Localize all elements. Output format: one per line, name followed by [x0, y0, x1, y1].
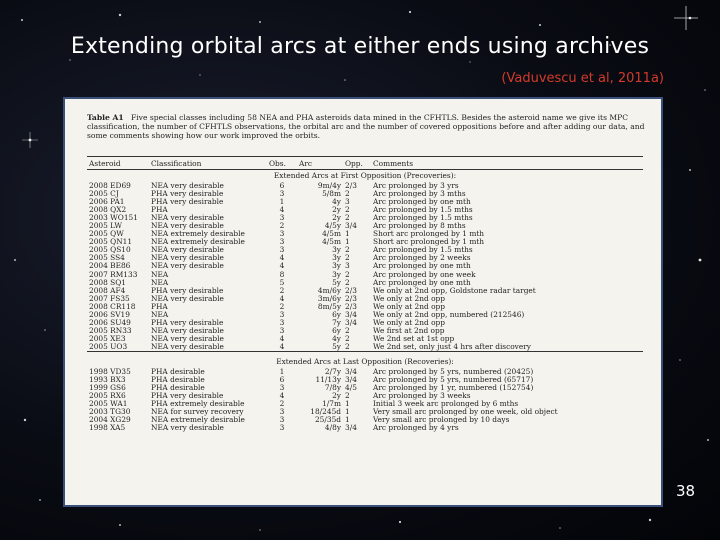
table-cell: Arc prolonged by 1.5 mths: [373, 213, 473, 223]
table-cell: Arc prolonged by one week: [373, 269, 476, 279]
column-header: Arc: [297, 157, 343, 170]
table-cell: 2006 PA1: [89, 197, 125, 207]
column-header: Comments: [371, 157, 643, 170]
table-row: [87, 198, 643, 206]
table-cell: 8m/5y: [317, 301, 341, 311]
table-cell: NEA: [151, 277, 169, 287]
table-cell: 3: [279, 229, 285, 239]
table-cell: 4/5y: [324, 221, 341, 231]
table-cell: PHA desirable: [151, 383, 205, 393]
table-cell: 4y: [332, 333, 341, 343]
table-cell: 4: [279, 341, 285, 351]
table-cell: Arc prolonged by one mth: [373, 197, 471, 207]
table-cell: 3y: [332, 245, 341, 255]
table-cell: 1999 GS6: [89, 383, 126, 393]
table-cell: 2: [345, 269, 350, 279]
table-cell: Initial 3 week arc prolonged by 6 mths: [373, 399, 519, 409]
table-cell: 7/8y: [324, 383, 341, 393]
table-cell: 2: [279, 301, 285, 311]
table-cell: 4/5m: [322, 229, 341, 239]
table-row: [87, 262, 643, 270]
table-cell: 1: [345, 407, 350, 417]
table-cell: NEA extremely desirable: [151, 229, 245, 239]
table-cell: 4/5m: [322, 237, 341, 247]
table-cell: 3: [345, 261, 350, 271]
table-cell: 3/4: [345, 309, 357, 319]
table-cell: PHA: [151, 301, 168, 311]
table-cell: 2: [345, 391, 350, 401]
table-cell: 2y: [332, 391, 341, 401]
table-cell: 2005 QW: [89, 229, 124, 239]
table-cell: 4/5: [345, 383, 357, 393]
table-cell: 2003 TG30: [89, 407, 131, 417]
table-cell: NEA very desirable: [151, 245, 224, 255]
table-cell: 2005 SS4: [89, 253, 125, 263]
table-cell: 5/8m: [322, 189, 341, 199]
table-cell: 2005 LW: [89, 221, 123, 231]
table-cell: 3m/6y: [317, 293, 341, 303]
caption-label: Table A1: [87, 113, 124, 122]
table-cell: 3: [279, 317, 285, 327]
table-cell: 2: [345, 205, 350, 215]
table-cell: 3: [345, 197, 350, 207]
table-cell: 3: [279, 213, 285, 223]
section-title: Extended Arcs at Last Opposition (Recoveries):: [276, 356, 454, 366]
table-cell: 2: [345, 213, 350, 223]
table-cell: 3: [279, 309, 285, 319]
table-cell: 3/4: [345, 221, 357, 231]
table-cell: 3: [279, 237, 285, 247]
table-cell: We only at 2nd opp, Goldstone radar target: [373, 285, 536, 295]
table-cell: 3/4: [345, 317, 357, 327]
table-cell: 2008 ED69: [89, 181, 131, 191]
table-cell: 5y: [332, 341, 341, 351]
table-cell: 6y: [332, 325, 341, 335]
column-header: Obs.: [267, 157, 297, 170]
caption-text: Five special classes including 58 NEA and PHA asteroids data mined in the CFHTLS. Besides the asteroid name we give its MPC classification, the number of CFHTLS observations, the orbital arc and the number of covered oppositions before and after adding our data, and some comments showing how our work improved the orbits.: [87, 113, 645, 140]
table-cell: PHA extremely desirable: [151, 399, 245, 409]
table-cell: 2y: [332, 205, 341, 215]
table-cell: 2008 AF4: [89, 285, 126, 295]
table-caption: [87, 113, 647, 140]
table-cell: NEA very desirable: [151, 181, 224, 191]
table-cell: 1: [345, 415, 350, 425]
table-cell: Arc prolonged by 5 yrs, numbered (20425): [373, 367, 534, 376]
table-cell: 2: [345, 245, 350, 255]
table-cell: 3: [279, 189, 285, 199]
table-cell: 2: [345, 189, 350, 199]
table-cell: We first at 2nd opp: [373, 325, 445, 335]
table-cell: 3: [279, 245, 285, 255]
table-cell: Arc prolonged by 1.5 mths: [373, 205, 473, 215]
table-cell: We 2nd set, only just 4 hrs after discovery: [373, 341, 531, 351]
table-cell: NEA very desirable: [151, 293, 224, 303]
table-cell: 2003 WO151: [89, 213, 138, 223]
table-cell: 6: [279, 181, 285, 191]
table-cell: NEA very desirable: [151, 221, 224, 231]
table-cell: We only at 2nd opp, numbered (212546): [373, 309, 525, 319]
table-cell: PHA very desirable: [151, 197, 224, 207]
table-cell: 1: [279, 197, 285, 207]
table-cell: Arc prolonged by 3 yrs: [373, 181, 459, 191]
table-cell: 3: [279, 407, 285, 417]
table-cell: 2008 CR118: [89, 301, 136, 311]
table-cell: 2005 CJ: [89, 189, 119, 199]
table-cell: 6y: [332, 309, 341, 319]
table-cell: 2: [345, 341, 350, 351]
table-cell: 2006 SU49: [89, 317, 131, 327]
table-cell: PHA desirable: [151, 375, 205, 385]
table-cell: PHA desirable: [151, 367, 205, 376]
table-cell: NEA very desirable: [151, 341, 224, 351]
table-cell: 2/3: [345, 181, 357, 191]
table-cell: PHA very desirable: [151, 391, 224, 401]
table-cell: 25/35d: [314, 415, 341, 425]
table-cell: NEA very desirable: [151, 253, 224, 263]
table-cell: PHA very desirable: [151, 189, 224, 199]
table-scan: [63, 97, 663, 507]
table-cell: 2004 XG29: [89, 415, 131, 425]
table-cell: 5y: [332, 277, 341, 287]
table-cell: 2005 QN11: [89, 237, 133, 247]
table-cell: 2006 SV19: [89, 309, 130, 319]
table-cell: 5: [279, 277, 285, 287]
table-cell: 1998 XA5: [89, 423, 126, 433]
table-cell: 2005 UO3: [89, 341, 128, 351]
table-cell: 4: [279, 261, 285, 271]
table-row: [87, 303, 643, 311]
table-cell: We 2nd set at 1st opp: [373, 333, 455, 343]
table-cell: Arc prolonged by 5 yrs, numbered (65717): [373, 375, 534, 385]
table-cell: 2007 RM133: [89, 269, 138, 279]
table-cell: 4y: [332, 197, 341, 207]
table-cell: 4: [279, 333, 285, 343]
table-cell: NEA very desirable: [151, 325, 224, 335]
table-cell: 2005 RN33: [89, 325, 132, 335]
table-cell: 2004 BE86: [89, 261, 131, 271]
table-cell: Arc prolonged by one mth: [373, 261, 471, 271]
table-cell: 2/3: [345, 285, 357, 295]
table-cell: 2/3: [345, 301, 357, 311]
table-cell: 2/7y: [324, 367, 341, 376]
table-cell: 2: [279, 221, 285, 231]
table-cell: NEA very desirable: [151, 423, 224, 433]
table-cell: 2005 RX6: [89, 391, 126, 401]
table-cell: We only at 2nd opp: [373, 317, 445, 327]
table-cell: 1: [279, 367, 285, 376]
table-cell: 3y: [332, 261, 341, 271]
table-row: [87, 295, 643, 303]
table-cell: 2: [345, 333, 350, 343]
table-cell: 2005 WA1: [89, 399, 128, 409]
table-row: [87, 424, 643, 432]
table-cell: 3/4: [345, 423, 357, 433]
asteroid-table: [87, 156, 643, 432]
table-header-row: [87, 157, 643, 170]
table-cell: Arc prolonged by one mth: [373, 277, 471, 287]
table-cell: 1: [345, 237, 350, 247]
page-number: 38: [676, 482, 696, 500]
table-cell: 1: [345, 229, 350, 239]
table-cell: 7y: [332, 317, 341, 327]
table-cell: NEA: [151, 309, 169, 319]
table-row: [87, 343, 643, 352]
table-body: [87, 170, 643, 433]
table-cell: 3: [279, 423, 285, 433]
table-cell: 1/7m: [322, 399, 341, 409]
slide-title: Extending orbital arcs at either ends using archives: [70, 34, 650, 59]
table-cell: Arc prolonged by 4 yrs: [373, 423, 459, 433]
table-cell: PHA: [151, 205, 168, 215]
table-cell: PHA very desirable: [151, 285, 224, 295]
table-cell: 18/245d: [310, 407, 341, 417]
citation-credit: (Vaduvescu et al, 2011a): [501, 71, 664, 86]
table-cell: 1998 VD35: [89, 367, 131, 376]
table-cell: 3: [279, 325, 285, 335]
table-cell: PHA very desirable: [151, 317, 224, 327]
table-cell: 2y: [332, 213, 341, 223]
table-cell: 4: [279, 205, 285, 215]
table-cell: 2005 XE3: [89, 333, 126, 343]
table-cell: 11/13y: [315, 375, 341, 385]
table-cell: 4: [279, 293, 285, 303]
table-cell: 3y: [332, 253, 341, 263]
table-cell: 1993 BX3: [89, 375, 126, 385]
table-cell: Arc prolonged by 3 weeks: [373, 391, 471, 401]
table-cell: 2008 QX2: [89, 205, 127, 215]
table-cell: NEA extremely desirable: [151, 415, 245, 425]
table-cell: 3y: [332, 269, 341, 279]
table-cell: 6: [279, 375, 285, 385]
table-cell: Arc prolonged by 1.5 mths: [373, 245, 473, 255]
table-cell: 8: [279, 269, 285, 279]
table-cell: 3: [279, 415, 285, 425]
table-cell: 4/8y: [324, 423, 341, 433]
table-cell: 3: [279, 383, 285, 393]
table-cell: 2: [279, 285, 285, 295]
table-cell: 2005 QS10: [89, 245, 131, 255]
table-cell: 2: [345, 325, 350, 335]
column-header: Asteroid: [87, 157, 149, 170]
column-header: Opp.: [343, 157, 371, 170]
table-cell: 4: [279, 391, 285, 401]
table-cell: 9m/4y: [317, 181, 341, 191]
table-cell: Very small arc prolonged by 10 days: [373, 415, 510, 425]
table-cell: 2/3: [345, 293, 357, 303]
table-cell: NEA: [151, 269, 169, 279]
table-cell: Arc prolonged by 2 weeks: [373, 253, 471, 263]
table-cell: We only at 2nd opp: [373, 293, 445, 303]
table-cell: 2008 SQ1: [89, 277, 126, 287]
table-cell: 3/4: [345, 375, 357, 385]
table-cell: 4m/6y: [317, 285, 341, 295]
table-cell: 2: [345, 253, 350, 263]
section-title: Extended Arcs at First Opposition (Precoveries):: [273, 171, 457, 180]
column-header: Classification: [149, 157, 267, 170]
table-cell: NEA very desirable: [151, 333, 224, 343]
table-cell: 2007 FS35: [89, 293, 130, 303]
table-cell: Short arc prolonged by 1 mth: [373, 229, 485, 239]
table-cell: Arc prolonged by 8 mths: [373, 221, 466, 231]
table-cell: Arc prolonged by 3 mths: [373, 189, 466, 199]
table-cell: 2: [279, 399, 285, 409]
table-cell: Short arc prolonged by 1 mth: [373, 237, 485, 247]
table-cell: 3/4: [345, 367, 357, 376]
table-cell: 2: [345, 277, 350, 287]
table-cell: NEA very desirable: [151, 213, 224, 223]
table-cell: Arc prolonged by 1 yr, numbered (152754): [373, 383, 534, 393]
table-row: [87, 271, 643, 279]
table-cell: 1: [345, 399, 350, 409]
table-cell: Very small arc prolonged by one week, old object: [373, 407, 558, 417]
table-cell: NEA extremely desirable: [151, 237, 245, 247]
table-cell: NEA for survey recovery: [151, 407, 244, 417]
table-cell: 4: [279, 253, 285, 263]
table-cell: We only at 2nd opp: [373, 301, 445, 311]
table-cell: NEA very desirable: [151, 261, 224, 271]
